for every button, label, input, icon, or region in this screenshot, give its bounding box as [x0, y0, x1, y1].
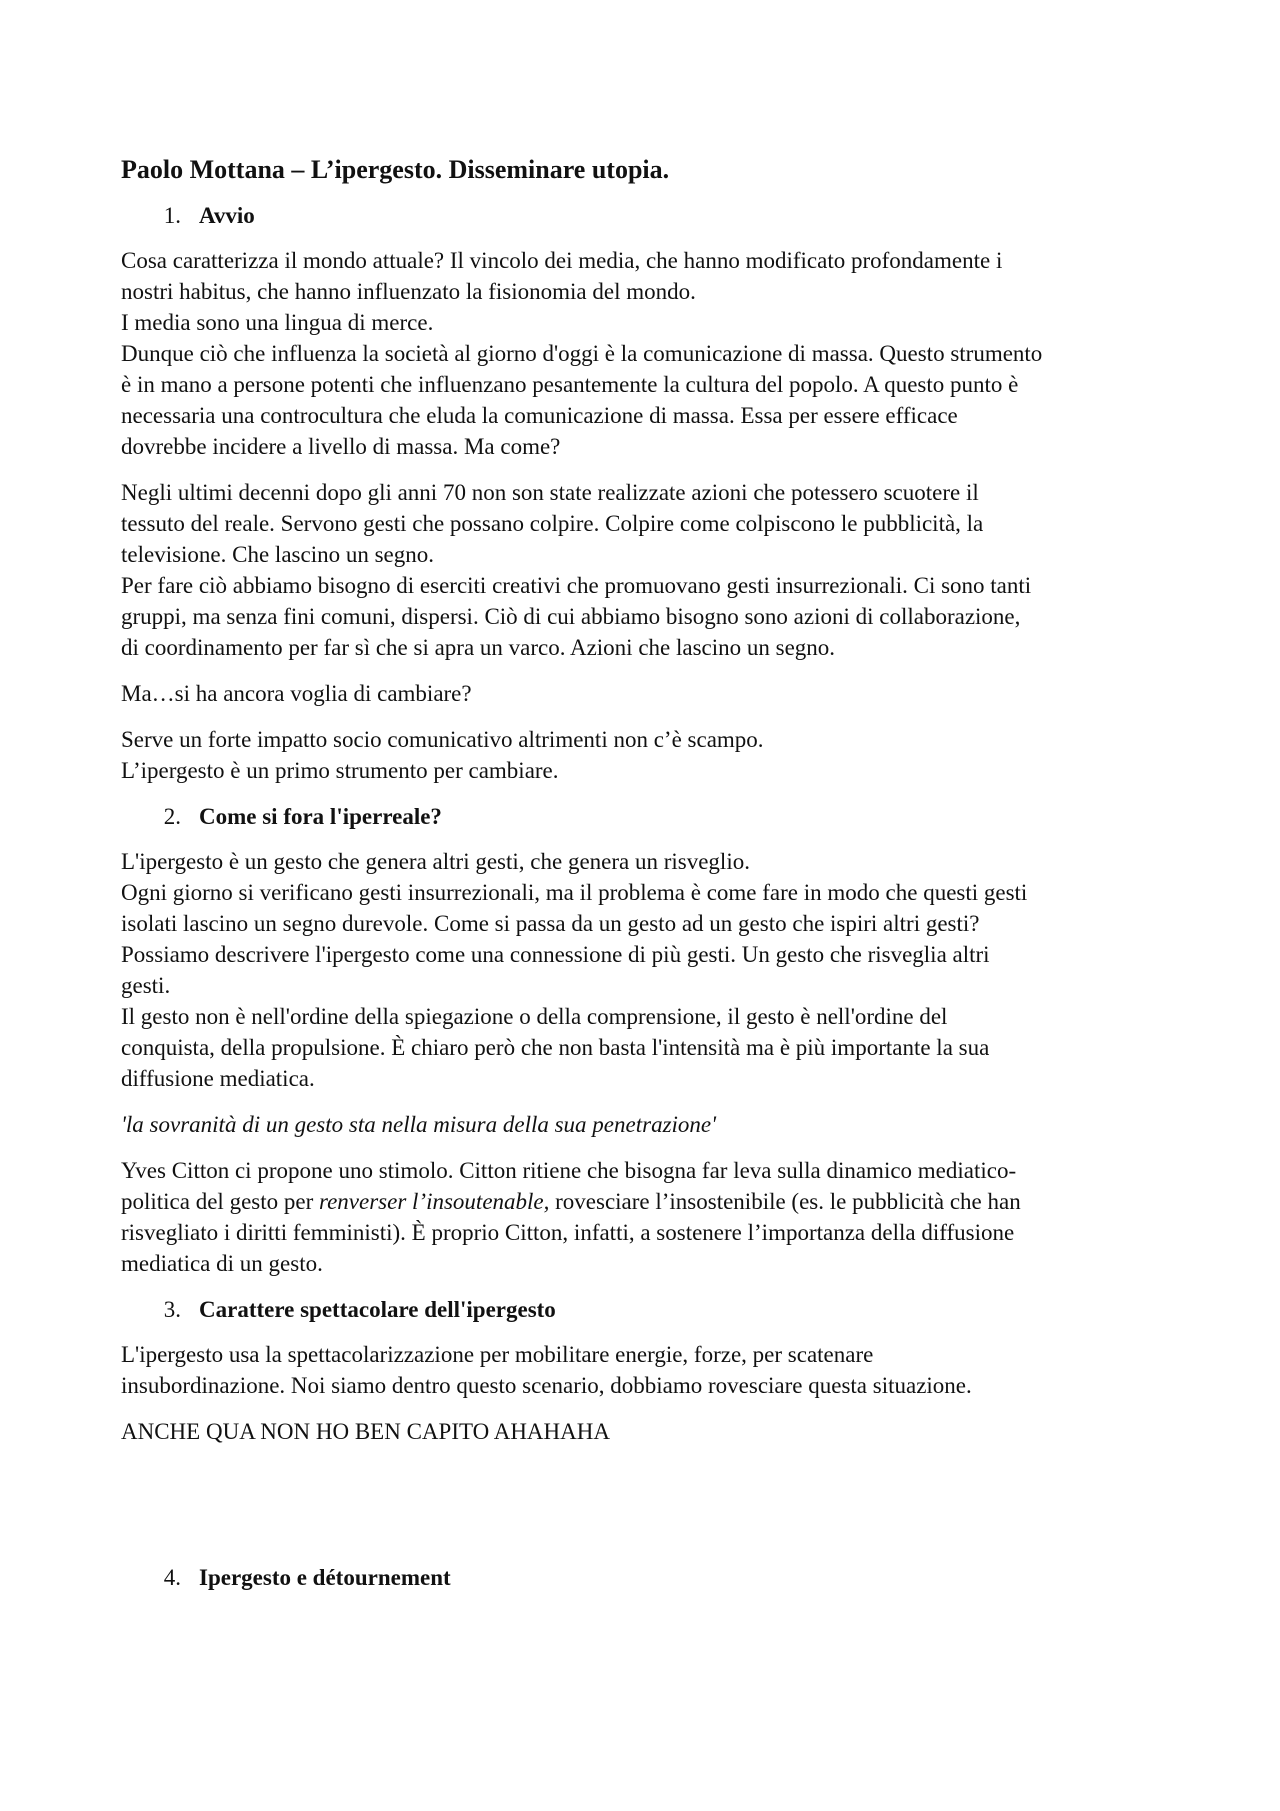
text-line: I media sono una lingua di merce.	[121, 310, 434, 335]
paragraph	[121, 678, 1171, 709]
text-line: Negli ultimi decenni dopo gli anni 70 non son state realizzate azioni che potessero scuotere il	[121, 480, 979, 505]
paragraph	[121, 846, 1171, 1094]
section-title: Carattere spettacolare dell'ipergesto	[199, 1297, 556, 1322]
text-line: Ogni giorno si verificano gesti insurrezionali, ma il problema è come fare in modo che questi gesti	[121, 880, 1028, 905]
section-number: 3.	[163, 1297, 181, 1322]
text-line: televisione. Che lascino un segno.	[121, 542, 434, 567]
section-heading-avvio	[121, 200, 1171, 231]
text-line: è in mano a persone potenti che influenzano pesantemente la cultura del popolo. A questo punto è	[121, 372, 1019, 397]
text-line: isolati lascino un segno durevole. Come si passa da un gesto ad un gesto che ispiri altri gesti?	[121, 911, 980, 936]
text-line: di coordinamento per far sì che si apra un varco. Azioni che lascino un segno.	[121, 635, 836, 660]
text-line: nostri habitus, che hanno influenzato la fisionomia del mondo.	[121, 279, 696, 304]
text-line: Per fare ciò abbiamo bisogno di eserciti creativi che promuovano gesti insurrezionali. Ci sono tanti	[121, 573, 1032, 598]
text-line: Ma…si ha ancora voglia di cambiare?	[121, 681, 472, 706]
paragraph	[121, 724, 1171, 786]
section-heading-detournement	[121, 1562, 1171, 1593]
text-line: diffusione mediatica.	[121, 1066, 315, 1091]
section-number: 2.	[163, 804, 181, 829]
text-line: Yves Citton ci propone uno stimolo. Citton ritiene che bisogna far leva sulla dinamico mediatico-	[121, 1158, 1017, 1183]
paragraph	[121, 1416, 1171, 1447]
text-line: risvegliato i diritti femministi). È proprio Citton, infatti, a sostenere l’importanza della diffusione	[121, 1220, 1015, 1245]
section-number: 4.	[163, 1565, 181, 1590]
section-number: 1.	[163, 203, 181, 228]
quote: 'la sovranità di un gesto sta nella misura della sua penetrazione'	[121, 1112, 717, 1137]
section-title: Ipergesto e détournement	[199, 1565, 451, 1590]
document-page	[121, 152, 1171, 1607]
text-line: L’ipergesto è un primo strumento per cambiare.	[121, 758, 559, 783]
text-line: Serve un forte impatto socio comunicativo altrimenti non c’è scampo.	[121, 727, 764, 752]
section-heading-iperreale	[121, 801, 1171, 832]
text-line: necessaria una controcultura che eluda la comunicazione di massa. Essa per essere efficace	[121, 403, 958, 428]
text-line: Cosa caratterizza il mondo attuale? Il vincolo dei media, che hanno modificato profondamente i	[121, 248, 1003, 273]
italic-phrase: renverser l’insoutenable,	[319, 1189, 550, 1214]
text-line: ANCHE QUA NON HO BEN CAPITO AHAHAHA	[121, 1419, 610, 1444]
text-line: dovrebbe incidere a livello di massa. Ma come?	[121, 434, 561, 459]
text-line: mediatica di un gesto.	[121, 1251, 323, 1276]
paragraph	[121, 245, 1171, 462]
text-line: gesti.	[121, 973, 171, 998]
text-line: gruppi, ma senza fini comuni, dispersi. Ciò di cui abbiamo bisogno sono azioni di collaborazione,	[121, 604, 1021, 629]
paragraph	[121, 1155, 1171, 1279]
blank-space	[121, 1462, 1171, 1562]
text-line: Possiamo descrivere l'ipergesto come una connessione di più gesti. Un gesto che risveglia altri	[121, 942, 990, 967]
text-line: Il gesto non è nell'ordine della spiegazione o della comprensione, il gesto è nell'ordine del	[121, 1004, 948, 1029]
text-fragment: rovesciare l’insostenibile (es. le pubblicità che han	[549, 1189, 1021, 1214]
section-title: Come si fora l'iperreale?	[199, 804, 442, 829]
paragraph	[121, 1339, 1171, 1401]
section-title: Avvio	[199, 203, 255, 228]
text-line	[121, 1186, 1171, 1217]
text-line: Dunque ciò che influenza la società al giorno d'oggi è la comunicazione di massa. Questo strumento	[121, 341, 1043, 366]
text-line: L'ipergesto usa la spettacolarizzazione per mobilitare energie, forze, per scatenare	[121, 1342, 874, 1367]
text-fragment: politica del gesto per	[121, 1189, 319, 1214]
text-line: conquista, della propulsione. È chiaro però che non basta l'intensità ma è più importante la sua	[121, 1035, 990, 1060]
text-line: insubordinazione. Noi siamo dentro questo scenario, dobbiamo rovesciare questa situazione.	[121, 1373, 972, 1398]
document-title: Paolo Mottana – L’ipergesto. Disseminare utopia.	[121, 155, 670, 184]
paragraph	[121, 477, 1171, 663]
text-line: L'ipergesto è un gesto che genera altri gesti, che genera un risveglio.	[121, 849, 750, 874]
section-heading-spettacolare	[121, 1294, 1171, 1325]
text-line: tessuto del reale. Servono gesti che possano colpire. Colpire come colpiscono le pubblicità, la	[121, 511, 984, 536]
